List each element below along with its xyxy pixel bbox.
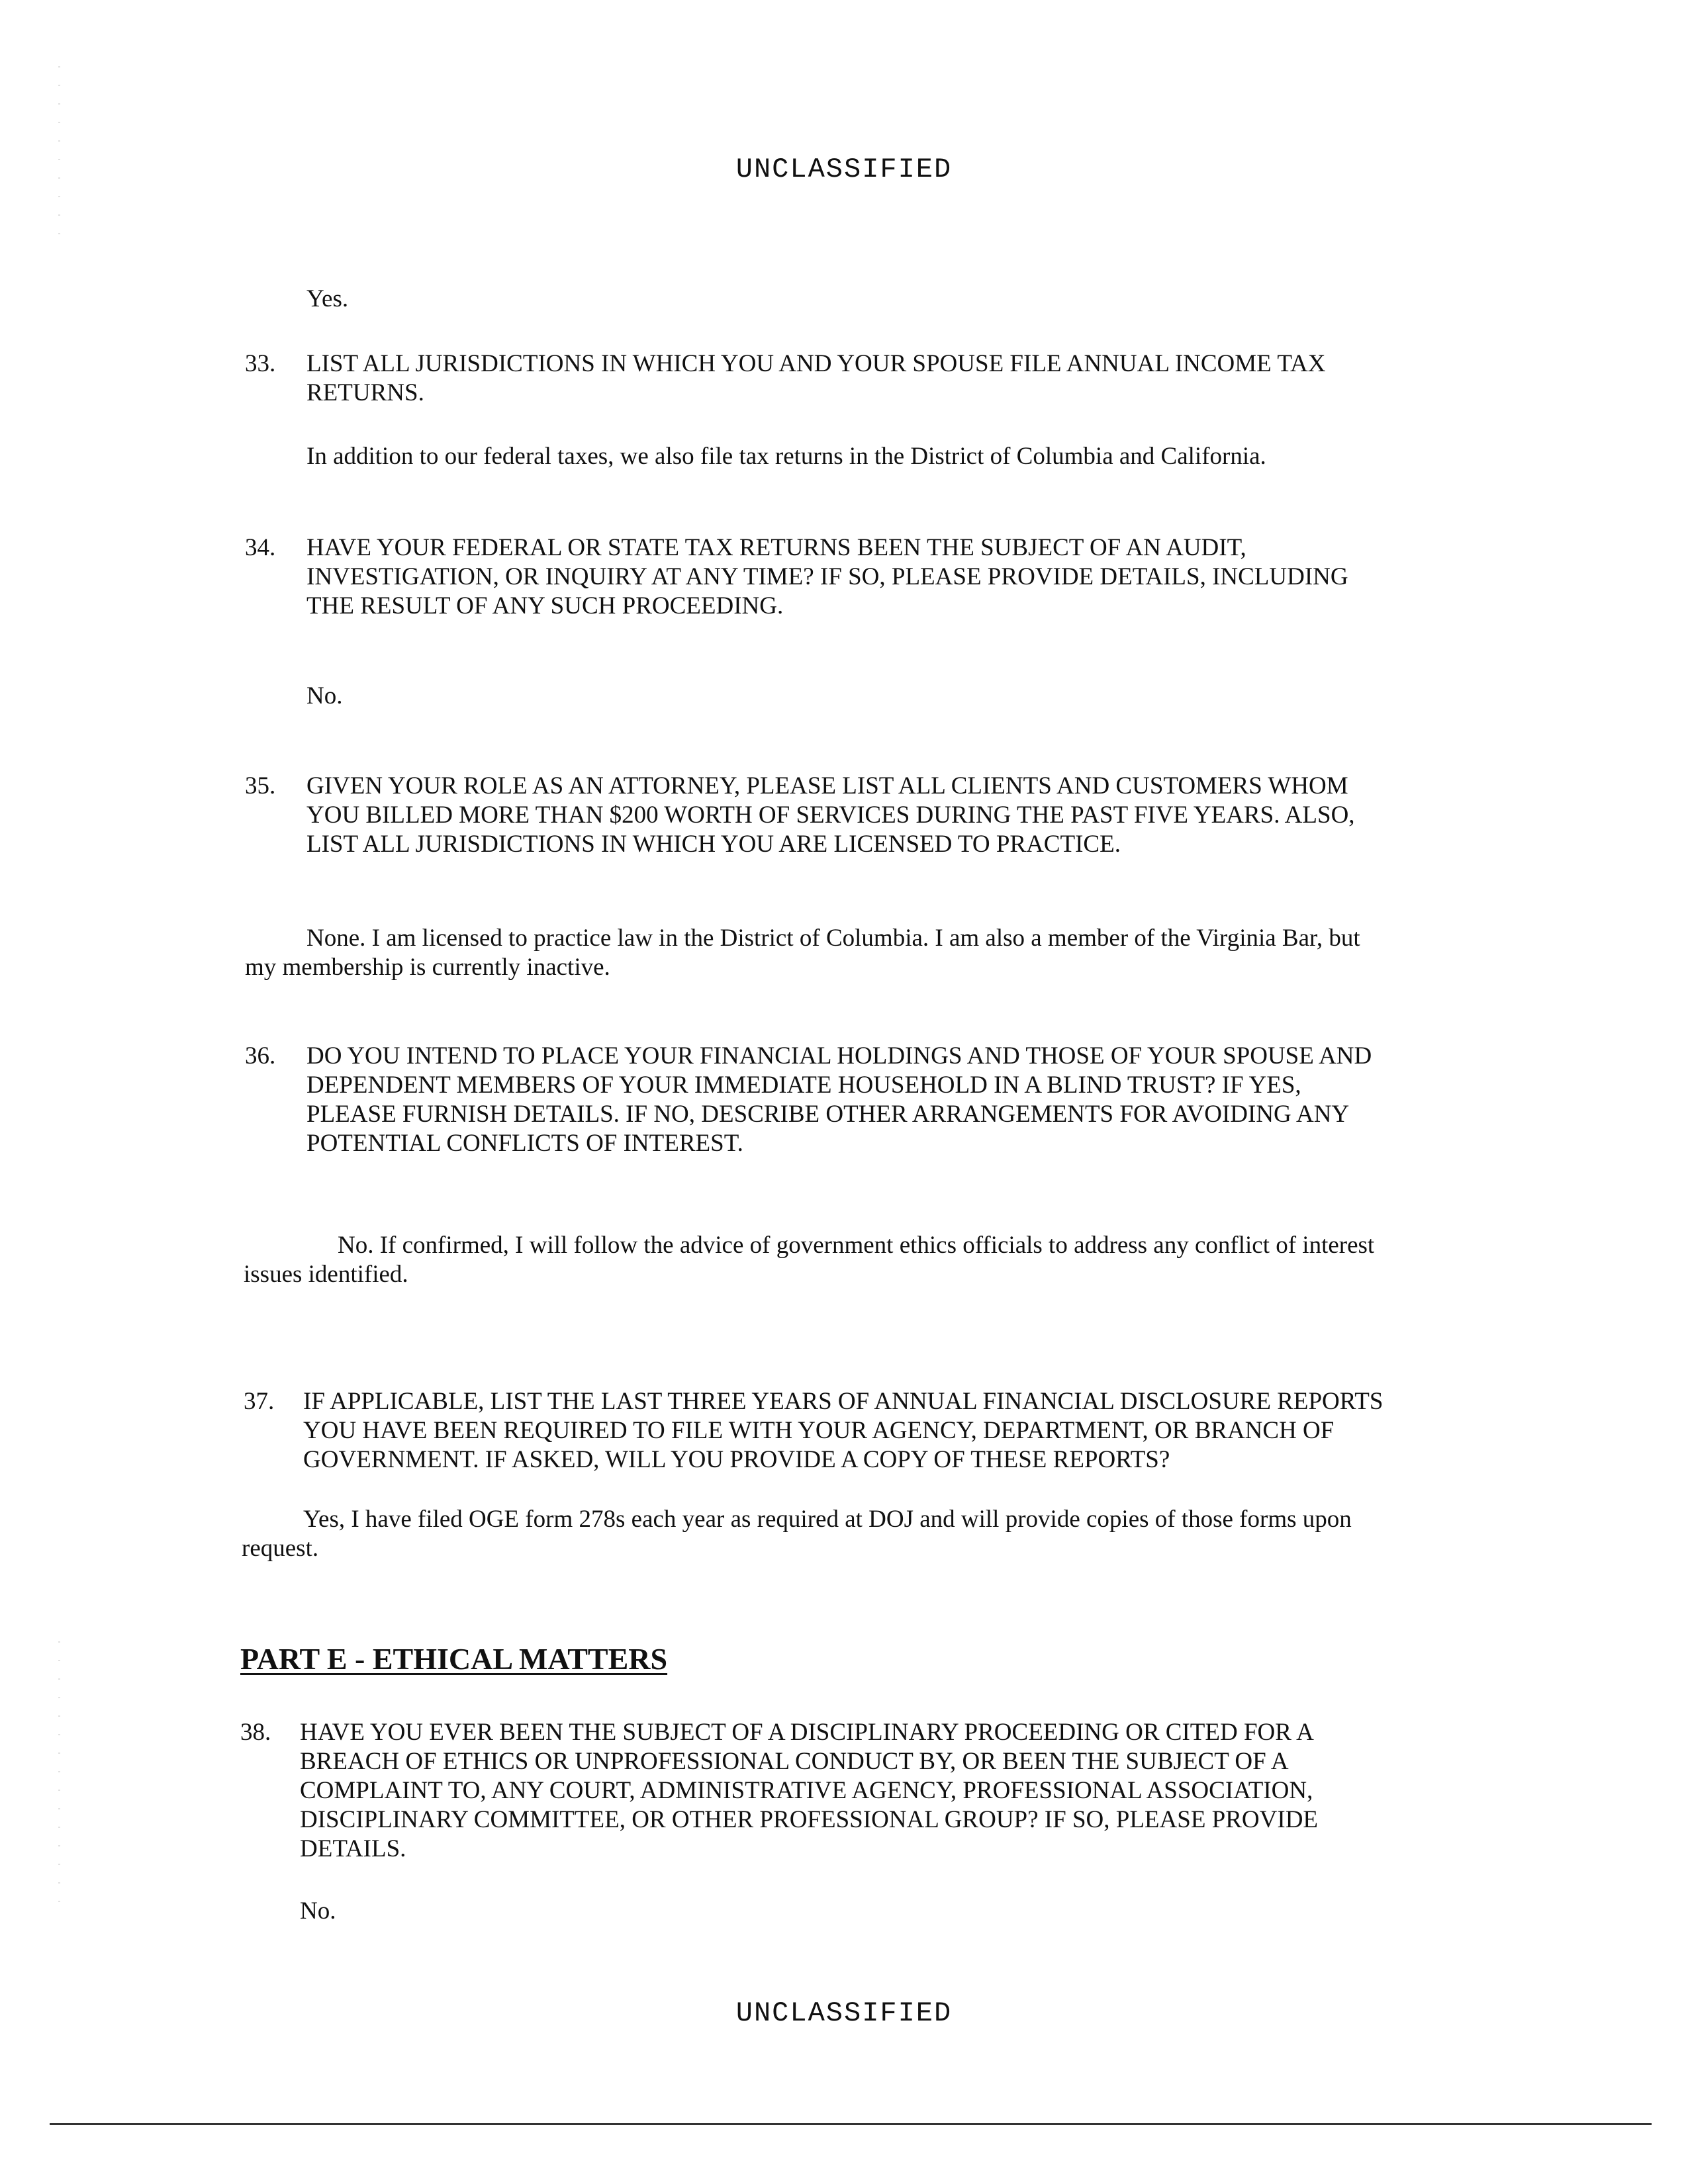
question-text-line: INVESTIGATION, OR INQUIRY AT ANY TIME? IF SO, PLEASE PROVIDE DETAILS, INCLUDING	[306, 563, 1348, 590]
question-text-line: RETURNS.	[306, 379, 424, 406]
question-number: 35.	[245, 772, 276, 799]
question-text-line: POTENTIAL CONFLICTS OF INTEREST.	[306, 1130, 743, 1157]
scan-speckle	[58, 1641, 60, 1919]
question-text-line: LIST ALL JURISDICTIONS IN WHICH YOU ARE LICENSED TO PRACTICE.	[306, 831, 1121, 858]
question-number: 36.	[245, 1042, 276, 1069]
question-text-line: GOVERNMENT. IF ASKED, WILL YOU PROVIDE A COPY OF THESE REPORTS?	[303, 1446, 1170, 1473]
question-text-line: PLEASE FURNISH DETAILS. IF NO, DESCRIBE OTHER ARRANGEMENTS FOR AVOIDING ANY	[306, 1101, 1350, 1128]
question-text-line: DEPENDENT MEMBERS OF YOUR IMMEDIATE HOUSEHOLD IN A BLIND TRUST? IF YES,	[306, 1071, 1301, 1099]
answer-38: No.	[300, 1897, 336, 1925]
answer-previous: Yes.	[306, 285, 349, 312]
question-text-line: THE RESULT OF ANY SUCH PROCEEDING.	[306, 592, 784, 619]
answer-34: No.	[306, 682, 343, 709]
footer-classification: UNCLASSIFIED	[735, 1997, 953, 2029]
answer-35-line: None. I am licensed to practice law in the District of Columbia. I am also a member of the Virginia Bar, but	[306, 925, 1360, 952]
question-text-line: COMPLAINT TO, ANY COURT, ADMINISTRATIVE AGENCY, PROFESSIONAL ASSOCIATION,	[300, 1777, 1313, 1804]
answer-37-line: request.	[242, 1535, 319, 1562]
question-number: 34.	[245, 534, 276, 561]
answer-36-line: issues identified.	[244, 1261, 408, 1288]
question-text-line: BREACH OF ETHICS OR UNPROFESSIONAL CONDUCT BY, OR BEEN THE SUBJECT OF A	[300, 1748, 1289, 1775]
answer-33: In addition to our federal taxes, we also file tax returns in the District of Columbia and California.	[306, 443, 1266, 470]
scan-speckle	[58, 66, 60, 238]
question-text-line: LIST ALL JURISDICTIONS IN WHICH YOU AND YOUR SPOUSE FILE ANNUAL INCOME TAX	[306, 350, 1326, 377]
question-text-line: YOU HAVE BEEN REQUIRED TO FILE WITH YOUR AGENCY, DEPARTMENT, OR BRANCH OF	[303, 1417, 1335, 1444]
question-text-line: HAVE YOUR FEDERAL OR STATE TAX RETURNS BEEN THE SUBJECT OF AN AUDIT,	[306, 534, 1246, 561]
question-text-line: DISCIPLINARY COMMITTEE, OR OTHER PROFESSIONAL GROUP? IF SO, PLEASE PROVIDE	[300, 1806, 1319, 1833]
question-text-line: DO YOU INTEND TO PLACE YOUR FINANCIAL HOLDINGS AND THOSE OF YOUR SPOUSE AND	[306, 1042, 1372, 1069]
question-number: 38.	[240, 1719, 271, 1746]
question-number: 33.	[245, 350, 276, 377]
section-heading: PART E - ETHICAL MATTERS	[240, 1642, 668, 1676]
question-text-line: YOU BILLED MORE THAN $200 WORTH OF SERVICES DURING THE PAST FIVE YEARS. ALSO,	[306, 801, 1355, 829]
answer-36-line: No. If confirmed, I will follow the advice of government ethics officials to address any conflict of interest	[338, 1232, 1375, 1259]
page-bottom-rule	[50, 2123, 1652, 2125]
question-number: 37.	[244, 1388, 275, 1415]
question-text-line: GIVEN YOUR ROLE AS AN ATTORNEY, PLEASE LIST ALL CLIENTS AND CUSTOMERS WHOM	[306, 772, 1348, 799]
header-classification: UNCLASSIFIED	[735, 154, 953, 185]
answer-37-line: Yes, I have filed OGE form 278s each year as required at DOJ and will provide copies of those forms upon	[303, 1506, 1352, 1533]
answer-35-line: my membership is currently inactive.	[245, 954, 610, 981]
question-text-line: IF APPLICABLE, LIST THE LAST THREE YEARS OF ANNUAL FINANCIAL DISCLOSURE REPORTS	[303, 1388, 1383, 1415]
question-text-line: DETAILS.	[300, 1835, 406, 1862]
question-text-line: HAVE YOU EVER BEEN THE SUBJECT OF A DISCIPLINARY PROCEEDING OR CITED FOR A	[300, 1719, 1314, 1746]
